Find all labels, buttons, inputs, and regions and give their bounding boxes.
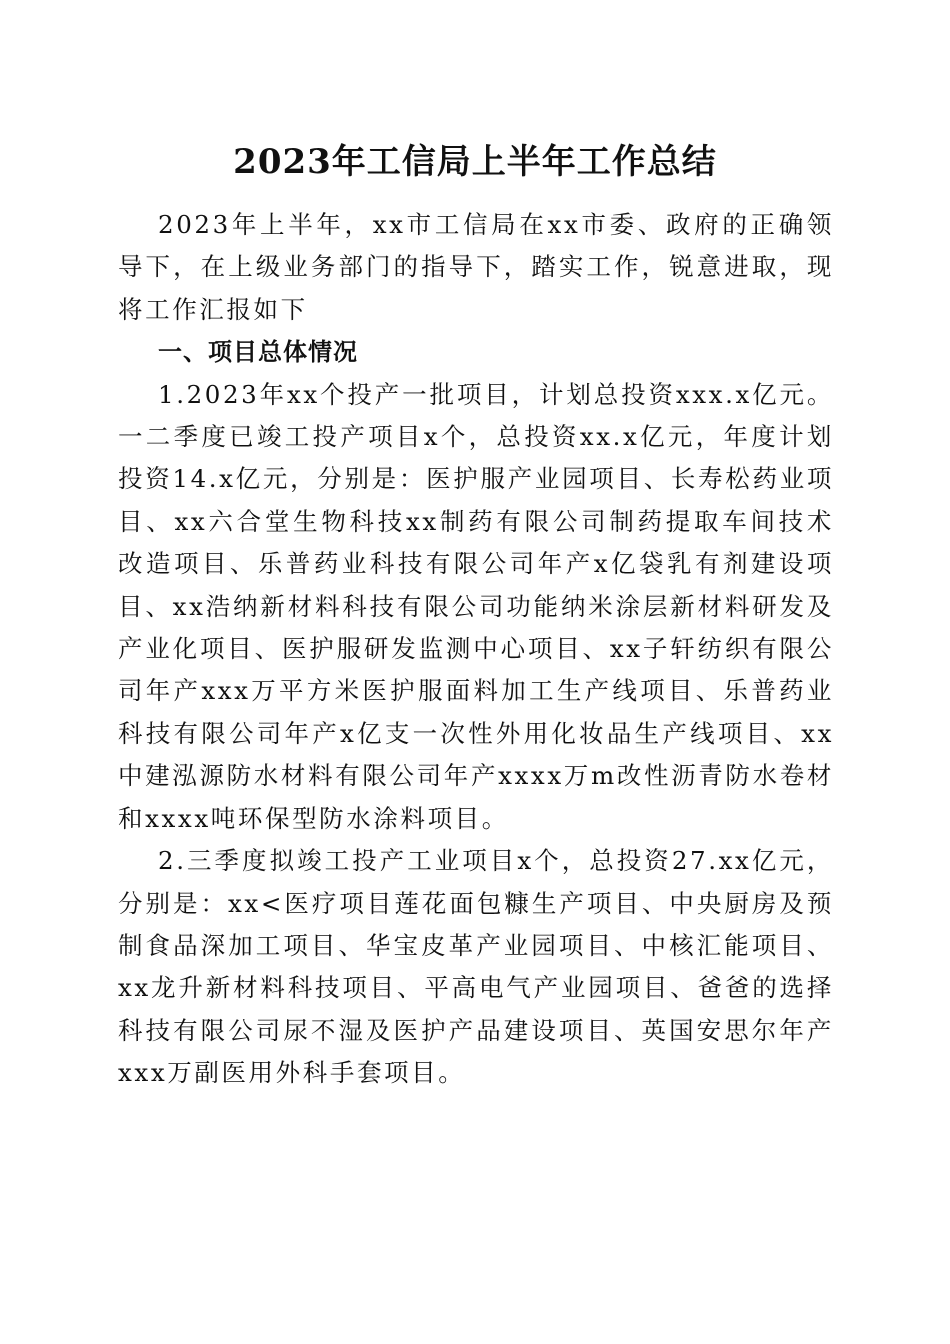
section-heading-project-overview: 一、项目总体情况 <box>158 338 358 367</box>
document-body <box>118 204 834 1095</box>
item-1-paragraph: 1.2023年xx个投产一批项目，计划总投资xxx.x亿元。一二季度已竣工投产项目x个，总投资xx.x亿元，年度计划投资14.x亿元，分别是：医护服产业园项目、长寿松药业项目、xx六合堂生物科技xx制药有限公司制药提取车间技术改造项目、乐普药业科技有限公司年产x亿袋乳有剂建设项目、xx浩纳新材料科技有限公司功能纳米涂层新材料研发及产业化项目、医护服研发监测中心项目、xx子轩纺织有限公司年产xxx万平方米医护服面料加工生产线项目、乐普药业科技有限公司年产x亿支一次性外用化妆品生产线项目、xx中建泓源防水材料有限公司年产xxxx万m改性沥青防水卷材和xxxx吨环保型防水涂料项目。 <box>118 379 834 833</box>
document-title: 2023年工信局上半年工作总结 <box>233 142 717 182</box>
intro-paragraph: 2023年上半年，xx市工信局在xx市委、政府的正确领导下，在上级业务部门的指导下，踏实工作，锐意进取，现将工作汇报如下 <box>118 210 834 324</box>
item-2-paragraph: 2.三季度拟竣工投产工业项目x个，总投资27.xx亿元，分别是：xx<医疗项目莲花面包糠生产项目、中央厨房及预制食品深加工项目、华宝皮革产业园项目、中核汇能项目、xx龙升新材料科技项目、平高电气产业园项目、爸爸的选择科技有限公司尿不湿及医护产品建设项目、英国安思尔年产xxx万副医用外科手套项目。 <box>118 846 834 1088</box>
